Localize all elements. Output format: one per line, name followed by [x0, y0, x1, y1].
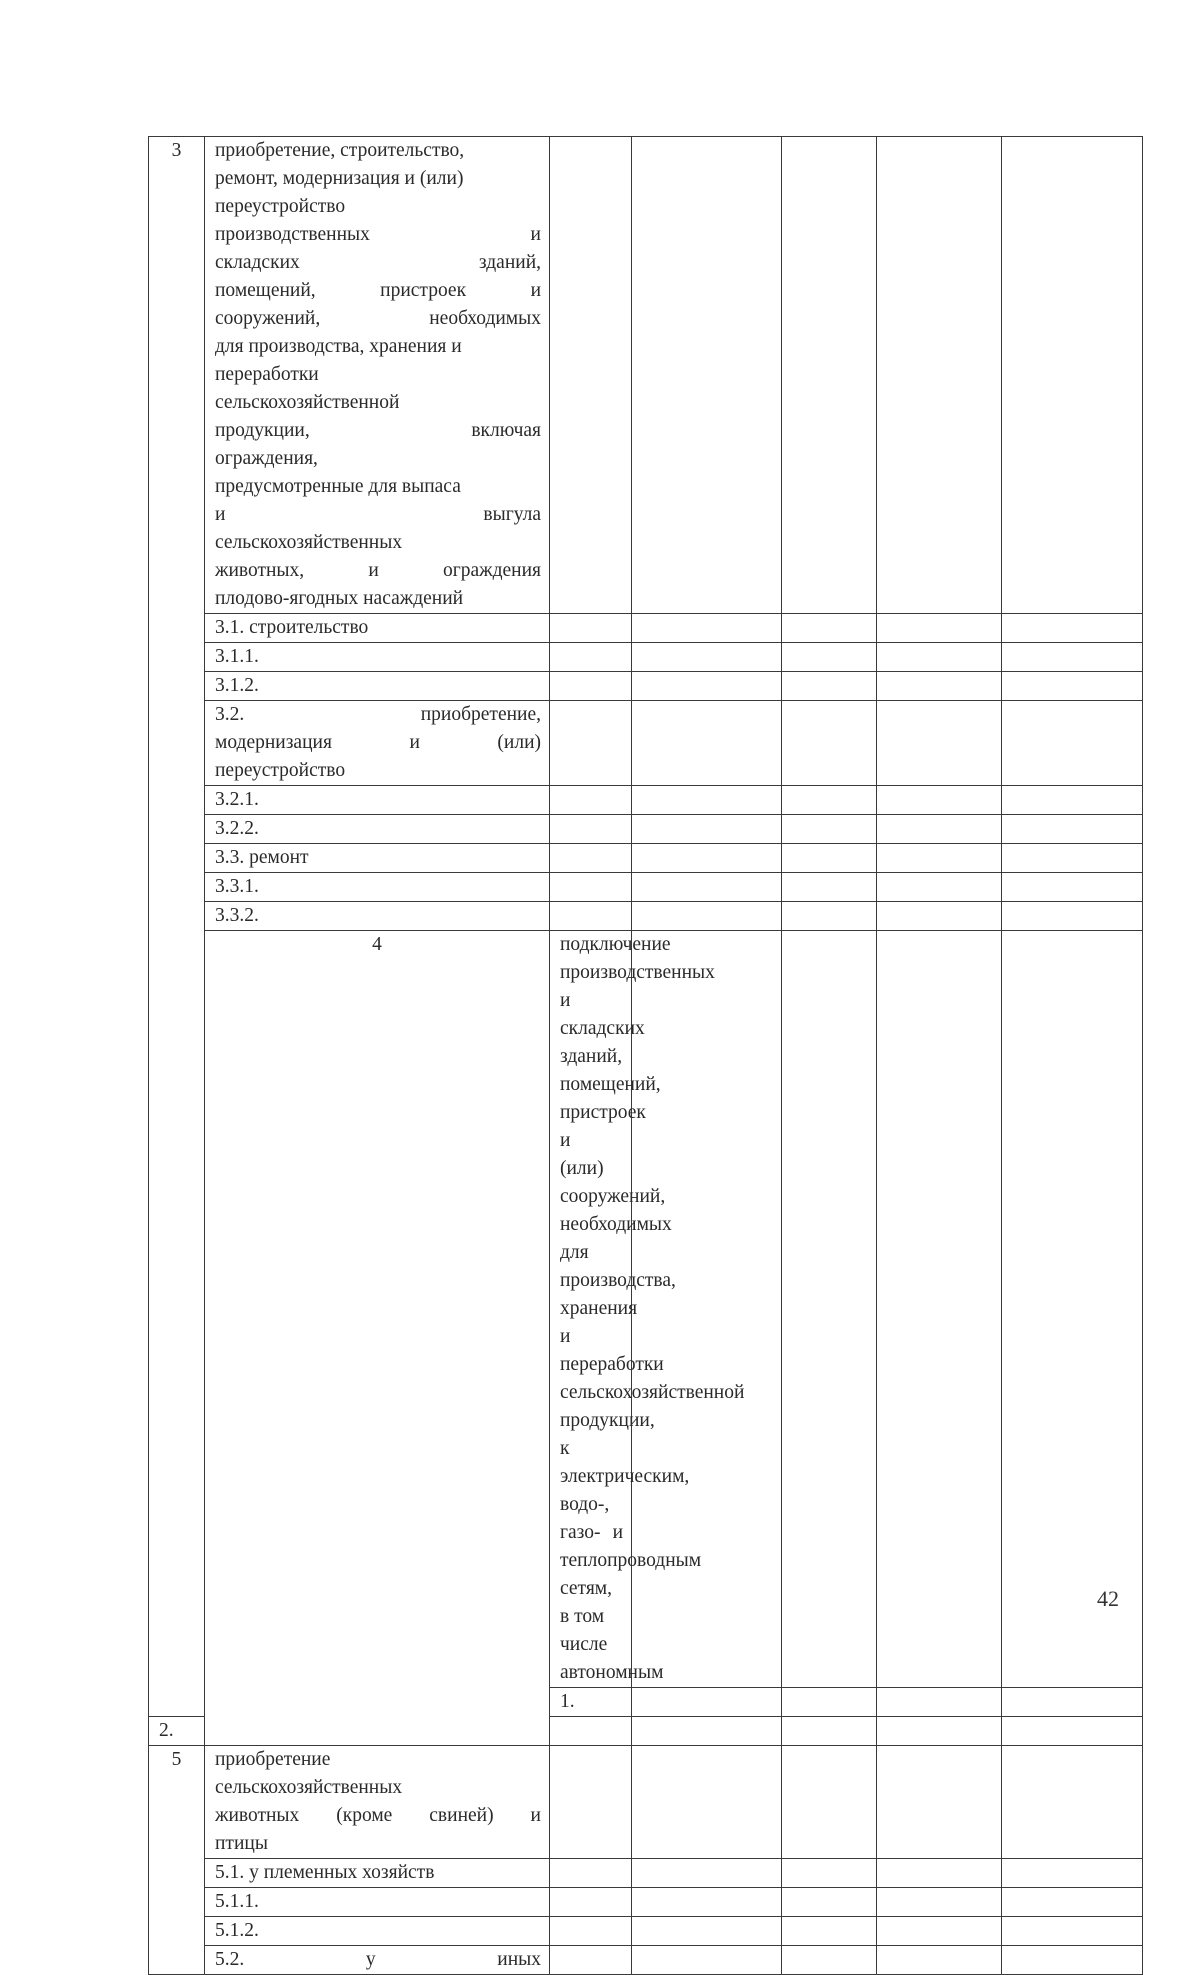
text-line: 1. — [560, 1691, 575, 1712]
text-line: помещений, пристроек и — [215, 280, 541, 301]
description-cell — [550, 931, 745, 1688]
empty-cell — [782, 701, 877, 786]
empty-cell — [632, 902, 782, 931]
text-line: сельскохозяйственной — [215, 392, 400, 413]
text-line: продукции, к электрическим, — [560, 1410, 690, 1487]
table-row — [149, 137, 1143, 614]
empty-cell — [632, 1717, 782, 1746]
empty-cell — [1002, 643, 1143, 672]
empty-cell — [1002, 1888, 1143, 1917]
table-body — [149, 137, 1143, 1975]
empty-cell — [877, 1917, 1002, 1946]
empty-cell — [877, 672, 1002, 701]
empty-cell — [782, 1746, 877, 1859]
empty-cell — [1002, 672, 1143, 701]
table-row — [149, 902, 1143, 931]
description-cell — [205, 614, 550, 643]
empty-cell — [632, 701, 782, 786]
description-cell — [205, 672, 550, 701]
empty-cell — [877, 873, 1002, 902]
empty-cell — [1002, 873, 1143, 902]
empty-cell — [1002, 815, 1143, 844]
empty-cell — [550, 786, 632, 815]
empty-cell — [632, 614, 782, 643]
row-number-cell: 5 — [149, 1746, 205, 1975]
text-line: 3.3.2. — [215, 905, 259, 926]
description-cell — [149, 1717, 205, 1746]
empty-cell — [550, 1946, 632, 1975]
empty-cell — [782, 1859, 877, 1888]
empty-cell — [877, 844, 1002, 873]
text-line: 3.3. ремонт — [215, 847, 309, 868]
empty-cell — [550, 1888, 632, 1917]
text-line: помещений, пристроек и — [560, 1074, 661, 1151]
table-row — [149, 672, 1143, 701]
table-row — [149, 1859, 1143, 1888]
empty-cell — [632, 137, 782, 614]
text-line: переустройство — [215, 196, 346, 217]
empty-cell — [782, 1946, 877, 1975]
document-table — [148, 136, 1143, 1975]
text-line: необходимых для — [560, 1214, 672, 1263]
text-line: 3.1.2. — [215, 675, 259, 696]
text-line: 3.1. строительство — [215, 617, 369, 638]
empty-cell — [782, 815, 877, 844]
description-cell — [205, 1946, 550, 1975]
empty-cell — [877, 815, 1002, 844]
description-cell — [205, 1888, 550, 1917]
empty-cell — [550, 1917, 632, 1946]
table-row — [149, 643, 1143, 672]
table-row — [149, 1746, 1143, 1859]
text-line: 5.1. у племенных хозяйств — [215, 1862, 435, 1883]
empty-cell — [550, 815, 632, 844]
description-cell — [205, 786, 550, 815]
empty-cell — [782, 1717, 877, 1746]
empty-cell — [877, 1888, 1002, 1917]
description-cell — [205, 643, 550, 672]
empty-cell — [1002, 786, 1143, 815]
empty-cell — [782, 643, 877, 672]
description-cell — [205, 137, 550, 614]
text-line: производства, хранения и — [560, 1270, 676, 1347]
row-number-cell: 4 — [205, 931, 550, 1746]
text-line: 5.1.2. — [215, 1920, 259, 1941]
empty-cell — [550, 614, 632, 643]
table-row — [149, 614, 1143, 643]
empty-cell — [632, 1688, 782, 1717]
description-cell — [205, 1746, 550, 1859]
text-line: подключение — [560, 934, 671, 955]
empty-cell — [782, 786, 877, 815]
description-cell — [205, 815, 550, 844]
text-line: 2. — [159, 1720, 174, 1741]
empty-cell — [877, 137, 1002, 614]
text-line: ремонт, модернизация и (или) — [215, 168, 464, 189]
empty-cell — [632, 1746, 782, 1859]
empty-cell — [877, 1859, 1002, 1888]
empty-cell — [632, 1888, 782, 1917]
empty-cell — [1002, 1859, 1143, 1888]
empty-cell — [550, 1859, 632, 1888]
empty-cell — [632, 931, 782, 1688]
empty-cell — [877, 931, 1002, 1688]
empty-cell — [550, 701, 632, 786]
empty-cell — [632, 873, 782, 902]
text-line: сельскохозяйственной — [560, 1382, 745, 1403]
text-line: теплопроводным сетям, в том — [560, 1550, 702, 1627]
table-row — [149, 844, 1143, 873]
empty-cell — [877, 1688, 1002, 1717]
page-number: 42 — [1097, 1586, 1119, 1611]
text-line: (или) сооружений, — [560, 1158, 666, 1207]
empty-cell — [877, 1746, 1002, 1859]
description-cell — [550, 1688, 632, 1717]
empty-cell — [1002, 701, 1143, 786]
empty-cell — [1002, 614, 1143, 643]
text-line: 3.2. приобретение, — [215, 704, 541, 725]
empty-cell — [550, 902, 632, 931]
empty-cell — [877, 614, 1002, 643]
text-line: переработки — [215, 364, 319, 385]
empty-cell — [877, 902, 1002, 931]
table-row — [149, 931, 1143, 1688]
empty-cell — [877, 643, 1002, 672]
text-line: 3.1.1. — [215, 646, 259, 667]
empty-cell — [782, 137, 877, 614]
text-line: 3.3.1. — [215, 876, 259, 897]
text-line: 5.1.1. — [215, 1891, 259, 1912]
description-cell — [205, 873, 550, 902]
text-line: 3.2.2. — [215, 818, 259, 839]
empty-cell — [632, 1946, 782, 1975]
empty-cell — [632, 844, 782, 873]
text-line: водо-, газо- и — [560, 1494, 623, 1543]
empty-cell — [1002, 1688, 1143, 1717]
empty-cell — [550, 1717, 632, 1746]
text-line: животных (кроме свиней) и — [215, 1805, 541, 1826]
text-line: животных, и ограждения — [215, 560, 541, 581]
text-line: ограждения, — [215, 448, 318, 469]
empty-cell — [782, 873, 877, 902]
text-line: 3.2.1. — [215, 789, 259, 810]
table-row — [149, 815, 1143, 844]
text-line: птицы — [215, 1833, 268, 1854]
table-row — [149, 1946, 1143, 1975]
text-line: складских зданий, — [560, 1018, 645, 1067]
empty-cell — [782, 902, 877, 931]
description-cell — [205, 902, 550, 931]
empty-cell — [632, 786, 782, 815]
text-line: продукции, включая — [215, 420, 541, 441]
text-line: плодово-ягодных насаждений — [215, 588, 464, 609]
text-line: производственных и — [215, 224, 541, 245]
empty-cell — [1002, 844, 1143, 873]
empty-cell — [877, 786, 1002, 815]
empty-cell — [877, 1717, 1002, 1746]
text-line: приобретение — [215, 1749, 331, 1770]
description-cell — [205, 701, 550, 786]
empty-cell — [1002, 1746, 1143, 1859]
text-line: складских зданий, — [215, 252, 541, 273]
empty-cell — [1002, 1717, 1143, 1746]
text-line: сельскохозяйственных — [215, 1777, 403, 1798]
text-line: и выгула — [215, 504, 541, 525]
empty-cell — [877, 1946, 1002, 1975]
table-row — [149, 701, 1143, 786]
description-cell — [205, 1917, 550, 1946]
text-line: переустройство — [215, 760, 346, 781]
empty-cell — [782, 1917, 877, 1946]
empty-cell — [550, 672, 632, 701]
empty-cell — [782, 672, 877, 701]
text-line: для производства, хранения и — [215, 336, 462, 357]
empty-cell — [632, 1917, 782, 1946]
text-line: предусмотренные для выпаса — [215, 476, 461, 497]
empty-cell — [1002, 137, 1143, 614]
empty-cell — [782, 844, 877, 873]
text-line: приобретение, строительство, — [215, 140, 465, 161]
empty-cell — [550, 137, 632, 614]
empty-cell — [550, 1746, 632, 1859]
text-line: производственных и — [560, 962, 715, 1011]
empty-cell — [550, 873, 632, 902]
empty-cell — [782, 1888, 877, 1917]
empty-cell — [877, 701, 1002, 786]
table-row — [149, 1917, 1143, 1946]
empty-cell — [632, 815, 782, 844]
empty-cell — [1002, 1946, 1143, 1975]
description-cell — [205, 844, 550, 873]
empty-cell — [632, 643, 782, 672]
empty-cell — [1002, 1917, 1143, 1946]
empty-cell — [1002, 931, 1143, 1688]
text-line: переработки — [560, 1354, 664, 1375]
text-line: 5.2. у иных — [215, 1949, 541, 1970]
table-row — [149, 873, 1143, 902]
empty-cell — [632, 1859, 782, 1888]
empty-cell — [632, 672, 782, 701]
text-line: числе автономным — [560, 1634, 664, 1683]
empty-cell — [782, 931, 877, 1688]
row-number-cell: 3 — [149, 137, 205, 1717]
description-cell — [205, 1859, 550, 1888]
text-line: сооружений, необходимых — [215, 308, 541, 329]
empty-cell — [782, 1688, 877, 1717]
text-line: модернизация и (или) — [215, 732, 541, 753]
empty-cell — [550, 844, 632, 873]
empty-cell — [782, 614, 877, 643]
text-line: сельскохозяйственных — [215, 532, 403, 553]
table-row — [149, 786, 1143, 815]
empty-cell — [1002, 902, 1143, 931]
empty-cell — [550, 643, 632, 672]
table-row — [149, 1888, 1143, 1917]
